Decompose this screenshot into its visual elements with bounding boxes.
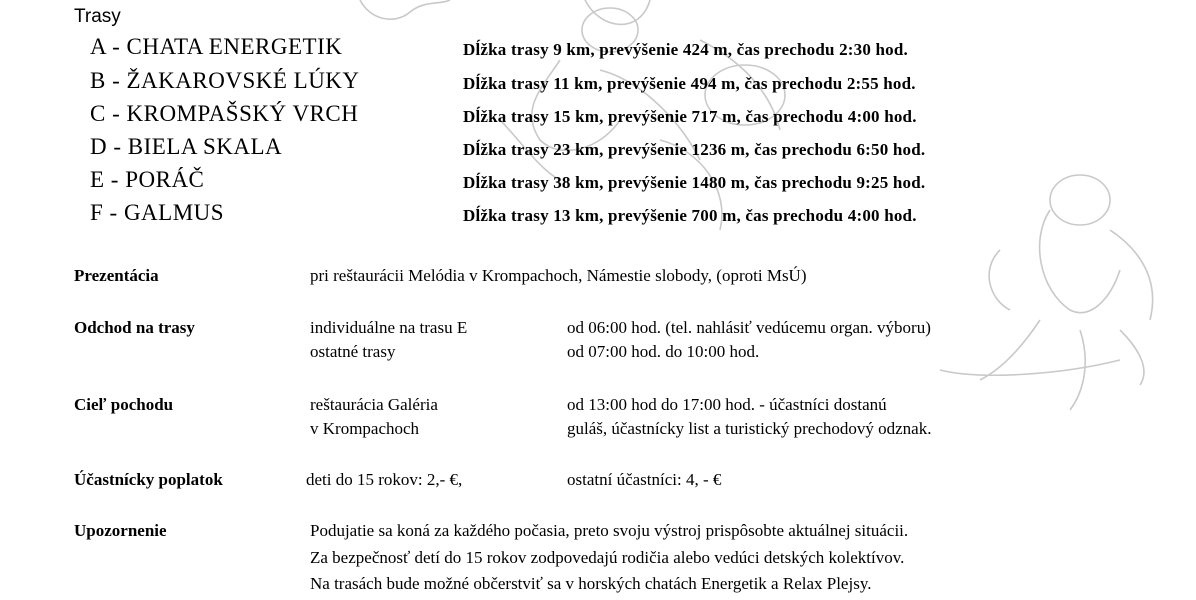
poplatok-others: ostatní účastníci: 4, - € (567, 470, 722, 489)
ciel-place: v Krompachoch (310, 419, 420, 438)
route-name: B - ŽAKAROVSKÉ LÚKY (90, 68, 360, 93)
route-name: A - CHATA ENERGETIK (90, 34, 343, 59)
odchod-what: individuálne na trasu E (310, 318, 468, 337)
ciel-info: guláš, účastnícky list a turistický prechodový odznak. (567, 419, 932, 438)
odchod-when: od 06:00 hod. (tel. nahlásiť vedúcemu organ. výboru) (567, 318, 931, 337)
routes-heading: Trasy (74, 6, 121, 27)
ciel-place: reštaurácia Galéria (310, 395, 438, 414)
route-name: C - KROMPAŠSKÝ VRCH (90, 101, 359, 126)
upozornenie-line: Na trasách bude možné občerstviť sa v horských chatách Energetik a Relax Plejsy. (310, 574, 872, 593)
route-name: D - BIELA SKALA (90, 134, 283, 159)
upozornenie-line: Za bezpečnosť detí do 15 rokov zodpovedajú rodičia alebo vedúci detských kolektívov. (310, 548, 905, 567)
route-spec: Dĺžka trasy 23 km, prevýšenie 1236 m, čas prechodu 6:50 hod. (463, 140, 926, 159)
poplatok-kids: deti do 15 rokov: 2,- €, (306, 470, 463, 489)
upozornenie-line: Podujatie sa koná za každého počasia, preto svoju výstroj prispôsobte aktuálnej situácii. (310, 521, 909, 540)
route-spec: Dĺžka trasy 11 km, prevýšenie 494 m, čas prechodu 2:55 hod. (463, 74, 916, 93)
ciel-info: od 13:00 hod do 17:00 hod. - účastníci dostanú (567, 395, 887, 414)
route-name: E - PORÁČ (90, 167, 205, 192)
route-spec: Dĺžka trasy 15 km, prevýšenie 717 m, čas prechodu 4:00 hod. (463, 107, 917, 126)
route-spec: Dĺžka trasy 9 km, prevýšenie 424 m, čas prechodu 2:30 hod. (463, 40, 908, 59)
ciel-label: Cieľ pochodu (74, 395, 174, 414)
route-spec: Dĺžka trasy 38 km, prevýšenie 1480 m, čas prechodu 9:25 hod. (463, 173, 926, 192)
prezentacia-label: Prezentácia (74, 266, 159, 285)
odchod-when: od 07:00 hod. do 10:00 hod. (567, 342, 760, 361)
odchod-label: Odchod na trasy (74, 318, 195, 337)
poplatok-label: Účastnícky poplatok (74, 470, 223, 489)
upozornenie-label: Upozornenie (74, 521, 167, 540)
route-spec: Dĺžka trasy 13 km, prevýšenie 700 m, čas prechodu 4:00 hod. (463, 206, 917, 225)
odchod-what: ostatné trasy (310, 342, 396, 361)
prezentacia-text: pri reštaurácii Melódia v Krompachoch, Námestie slobody, (oproti MsÚ) (310, 266, 807, 285)
route-name: F - GALMUS (90, 200, 225, 225)
